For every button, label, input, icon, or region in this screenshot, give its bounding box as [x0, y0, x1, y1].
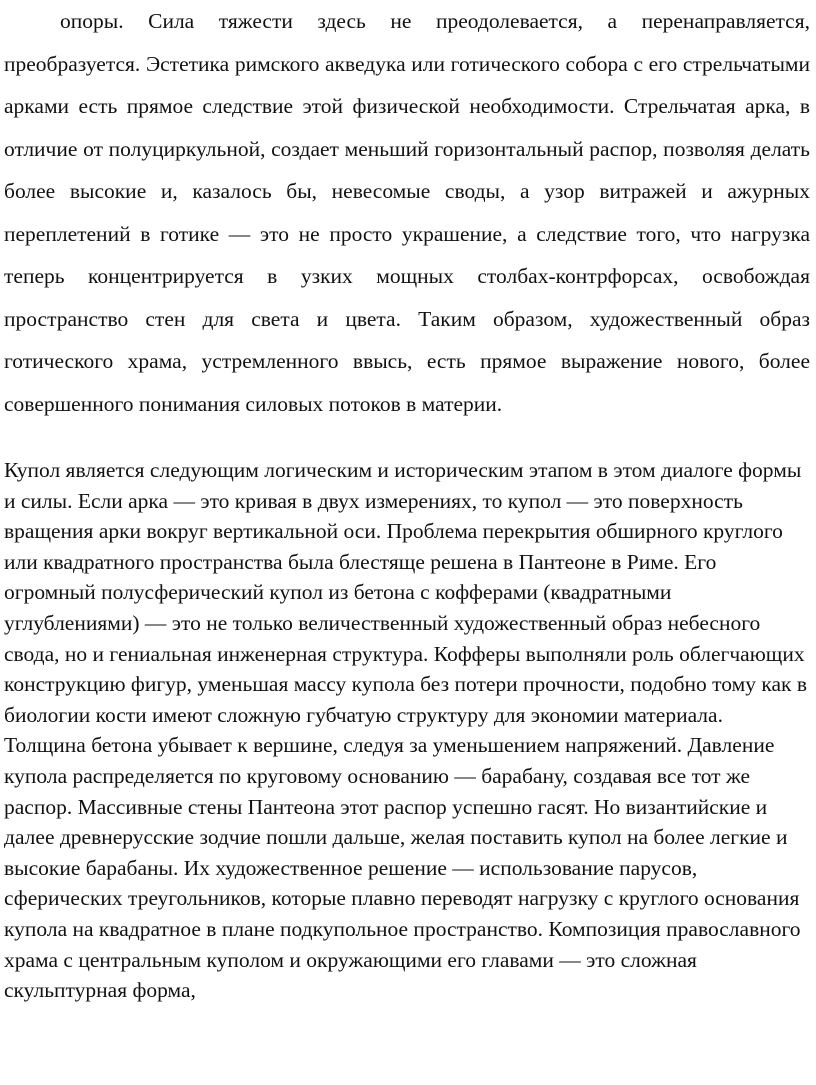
paragraph-gothic-arches: опоры. Сила тяжести здесь не преодолевается, а перенаправляется, преобразуется. Эстетика римского акведука или готического собора с его стрельчатыми арками есть прямое следствие этой физической необходимости. Стрельчатая арка, в отличие от полуциркульной, создает меньший горизонтальный распор, позволяя делать более высокие и, казалось бы, невесомые своды, а узор витражей и ажурных переплетений в готике — это не просто украшение, а следствие того, что нагрузка теперь концентрируется в узких мощных столбах-контрфорсах, освобождая пространство стен для света и цвета. Таким образом, художественный образ готического храма, устремленного ввысь, есть прямое выражение нового, более совершенного понимания силовых потоков в материи.: [4, 9, 810, 416]
paragraph-dome: Купол является следующим логическим и историческим этапом в этом диалоге формы и силы. Если арка — это кривая в двух измерениях, то купол — это поверхность вращения арки вокруг вертикальной оси. Проблема перекрытия обширного круглого или квадратного пространства была блестяще решена в Пантеоне в Риме. Его огромный полусферический купол из бетона с кофферами (квадратными углублениями) — это не только величественный художественный образ небесного свода, но и гениальная инженерная структура. Кофферы выполняли роль облегчающих конструкцию фигур, уменьшая массу купола без потери прочности, подобно тому как в биологии кости имеют сложную губчатую структуру для экономии материала. Толщина бетона убывает к вершине, следуя за уменьшением напряжений. Давление купола распределяется по круговому основанию — барабану, создавая все тот же распор. Массивные стены Пантеона этот распор успешно гасят. Но византийские и далее древнерусские зодчие пошли дальше, желая поставить купол на более легкие и высокие барабаны. Их художественное решение — использование парусов, сферических треугольников, которые плавно переводят нагрузку с круглого основания купола на квадратное в плане подкупольное пространство. Композиция православного храма с центральным куполом и окружающими его главами — это сложная скульптурная форма,: [4, 458, 807, 1003]
